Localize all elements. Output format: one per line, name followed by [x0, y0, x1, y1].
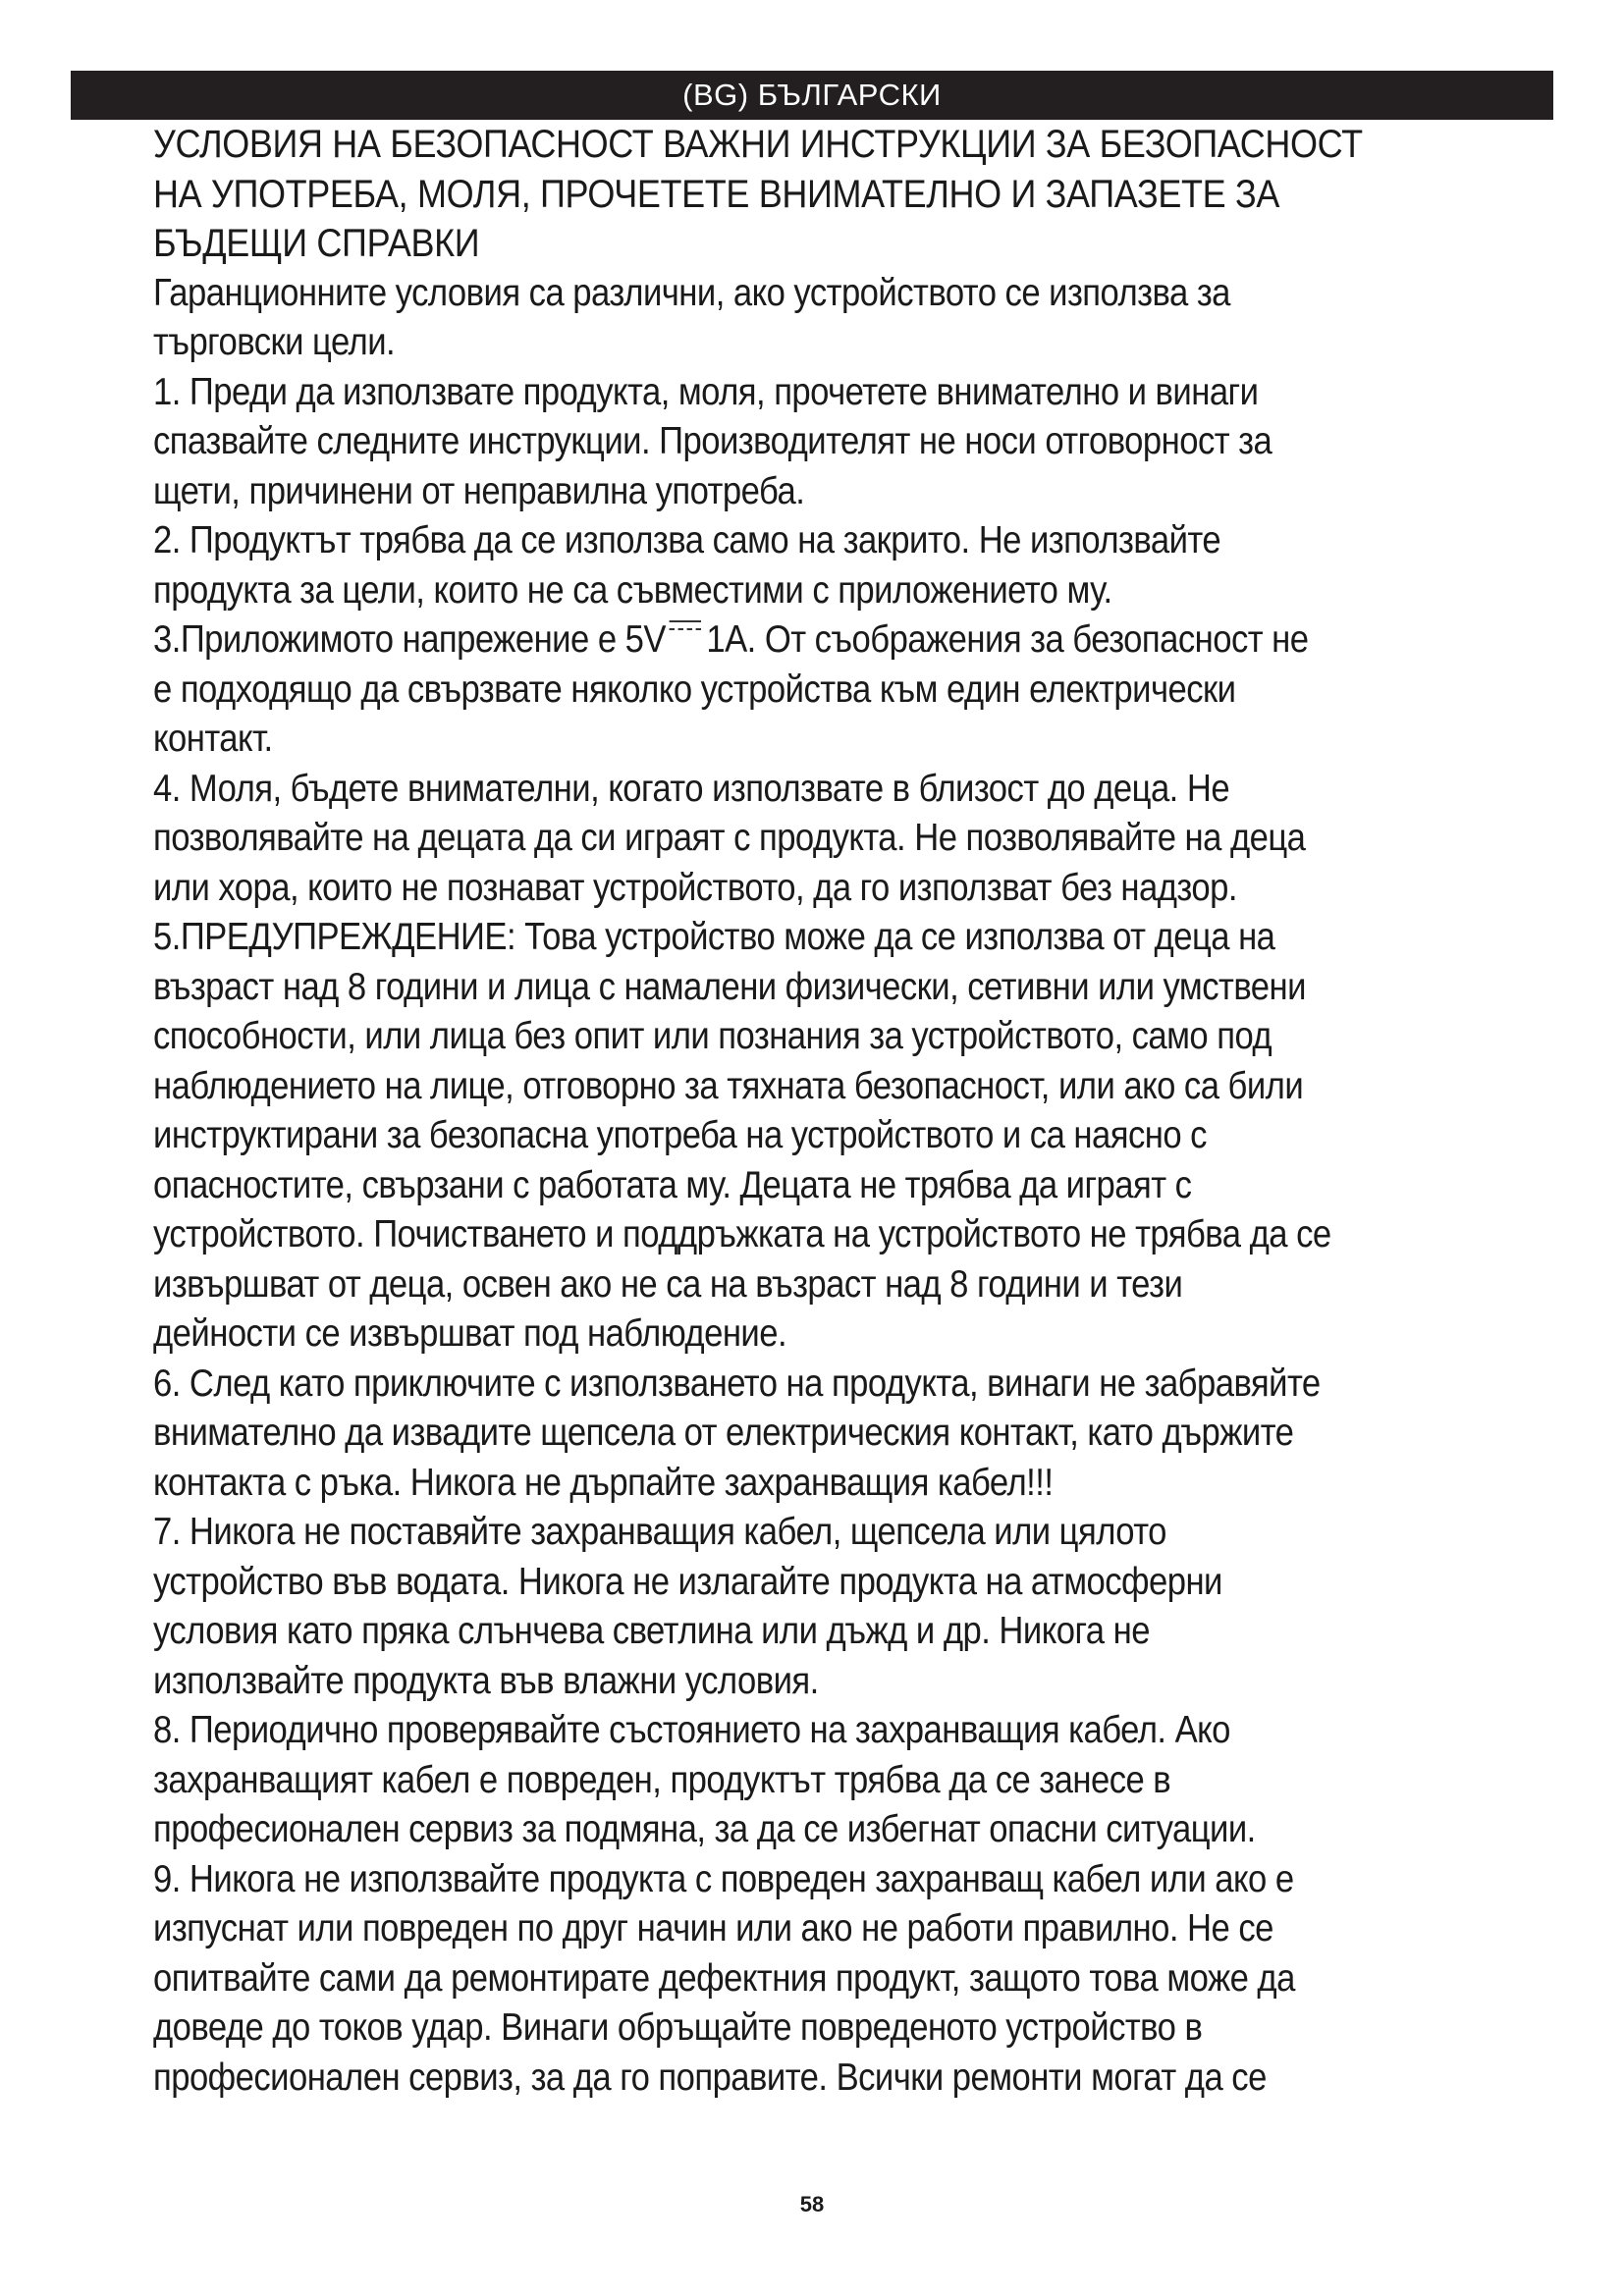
- item-3-line: контакт.: [153, 718, 273, 760]
- item-5-line: извършват от деца, освен ако не са на възраст над 8 години и тези: [153, 1262, 1183, 1306]
- item-5-line: способности, или лица без опит или познания за устройството, само под: [153, 1015, 1272, 1057]
- item-6-line: 6. След като приключите с използването на продукта, винаги не забравяйте: [153, 1362, 1321, 1405]
- item-5-line: инструктирани за безопасна употреба на устройството и са наясно с: [153, 1114, 1207, 1156]
- title-line: БЪДЕЩИ СПРАВКИ: [153, 222, 480, 265]
- intro-line: Гаранционните условия са различни, ако устройството се използва за: [153, 271, 1230, 314]
- dc-current-icon: [668, 618, 703, 640]
- item-2-line: 2. Продуктът трябва да се използва само на закрито. Не използвайте: [153, 519, 1221, 561]
- item-9-line: 9. Никога не използвайте продукта с повреден захранващ кабел или ако е: [153, 1857, 1294, 1900]
- item-7-line: използвайте продукта във влажни условия.: [153, 1659, 819, 1702]
- item-5-line: 5.ПРЕДУПРЕЖДЕНИЕ: Това устройство може да се използва от деца на: [153, 916, 1275, 958]
- item-9-line: изпуснат или повреден по друг начин или ако не работи правилно. Не се: [153, 1907, 1273, 1949]
- item-3-text-after: 1A. От съображения за безопасност не: [706, 618, 1309, 661]
- item-9-line: професионален сервиз, за да го поправите. Всички ремонти могат да се: [153, 2056, 1267, 2099]
- document-body: [153, 120, 1390, 2103]
- title-line: УСЛОВИЯ НА БЕЗОПАСНОСТ ВАЖНИ ИНСТРУКЦИИ ЗА БЕЗОПАСНОСТ: [153, 123, 1363, 166]
- item-5-line: възраст над 8 години и лица с намалени физически, сетивни или умствени: [153, 965, 1306, 1008]
- item-3-line: е подходящо да свързвате няколко устройства към един електрически: [153, 667, 1236, 711]
- title-line: НА УПОТРЕБА, МОЛЯ, ПРОЧЕТЕТЕ ВНИМАТЕЛНО И ЗАПАЗЕТЕ ЗА: [153, 172, 1280, 216]
- page-number: 58: [799, 2192, 825, 2216]
- item-3-text-before: 3.Приложимото напрежение е 5V: [153, 618, 666, 661]
- item-1-line: 1. Преди да използвате продукта, моля, прочетете внимателно и винаги: [153, 370, 1259, 413]
- item-5-line: устройството. Почистването и поддръжката на устройството не трябва да се: [153, 1213, 1331, 1255]
- item-7-line: 7. Никога не поставяйте захранващия кабел, щепсела или цялото: [153, 1511, 1166, 1553]
- language-header-bar: [71, 71, 1553, 120]
- item-5-line: опасностите, свързани с работата му. Децата не трябва да играят с: [153, 1163, 1192, 1206]
- item-8-line: професионален сервиз за подмяна, за да се избегнат опасни ситуации.: [153, 1808, 1256, 1850]
- item-9-line: доведе до токов удар. Винаги обръщайте повреденото устройство в: [153, 2006, 1203, 2049]
- item-6-line: внимателно да извадите щепсела от електрическия контакт, като държите: [153, 1412, 1294, 1454]
- item-8-line: 8. Периодично проверявайте състоянието на захранващия кабел. Ако: [153, 1709, 1230, 1751]
- item-3-line: [153, 615, 1390, 666]
- item-5-line: наблюдението на лице, отговорно за тяхната безопасност, или ако са били: [153, 1064, 1304, 1107]
- item-4-line: или хора, които не познават устройството, да го използват без надзор.: [153, 866, 1237, 909]
- item-4-line: 4. Моля, бъдете внимателни, когато използвате в близост до деца. Не: [153, 767, 1230, 810]
- item-9-line: опитвайте сами да ремонтирате дефектния продукт, защото това може да: [153, 1956, 1295, 2000]
- item-1-line: спазвайте следните инструкции. Производителят не носи отговорност за: [153, 420, 1272, 462]
- item-5-line: дейности се извършват под наблюдение.: [153, 1312, 787, 1355]
- item-8-line: захранващият кабел е повреден, продуктът трябва да се занесе в: [153, 1758, 1171, 1801]
- item-7-line: устройство във водата. Никога не излагайте продукта на атмосферни: [153, 1560, 1222, 1603]
- item-1-line: щети, причинени от неправилна употреба.: [153, 469, 805, 512]
- item-4-line: позволявайте на децата да си играят с продукта. Не позволявайте на деца: [153, 817, 1306, 859]
- item-6-line: контакта с ръка. Никога не дърпайте захранващия кабел!!!: [153, 1461, 1054, 1504]
- item-7-line: условия като пряка слънчева светлина или дъжд и др. Никога не: [153, 1610, 1150, 1652]
- item-2-line: продукта за цели, които не са съвместими с приложението му.: [153, 568, 1112, 612]
- language-label: (BG) БЪЛГАРСКИ: [682, 78, 942, 112]
- intro-line: търговски цели.: [153, 321, 396, 363]
